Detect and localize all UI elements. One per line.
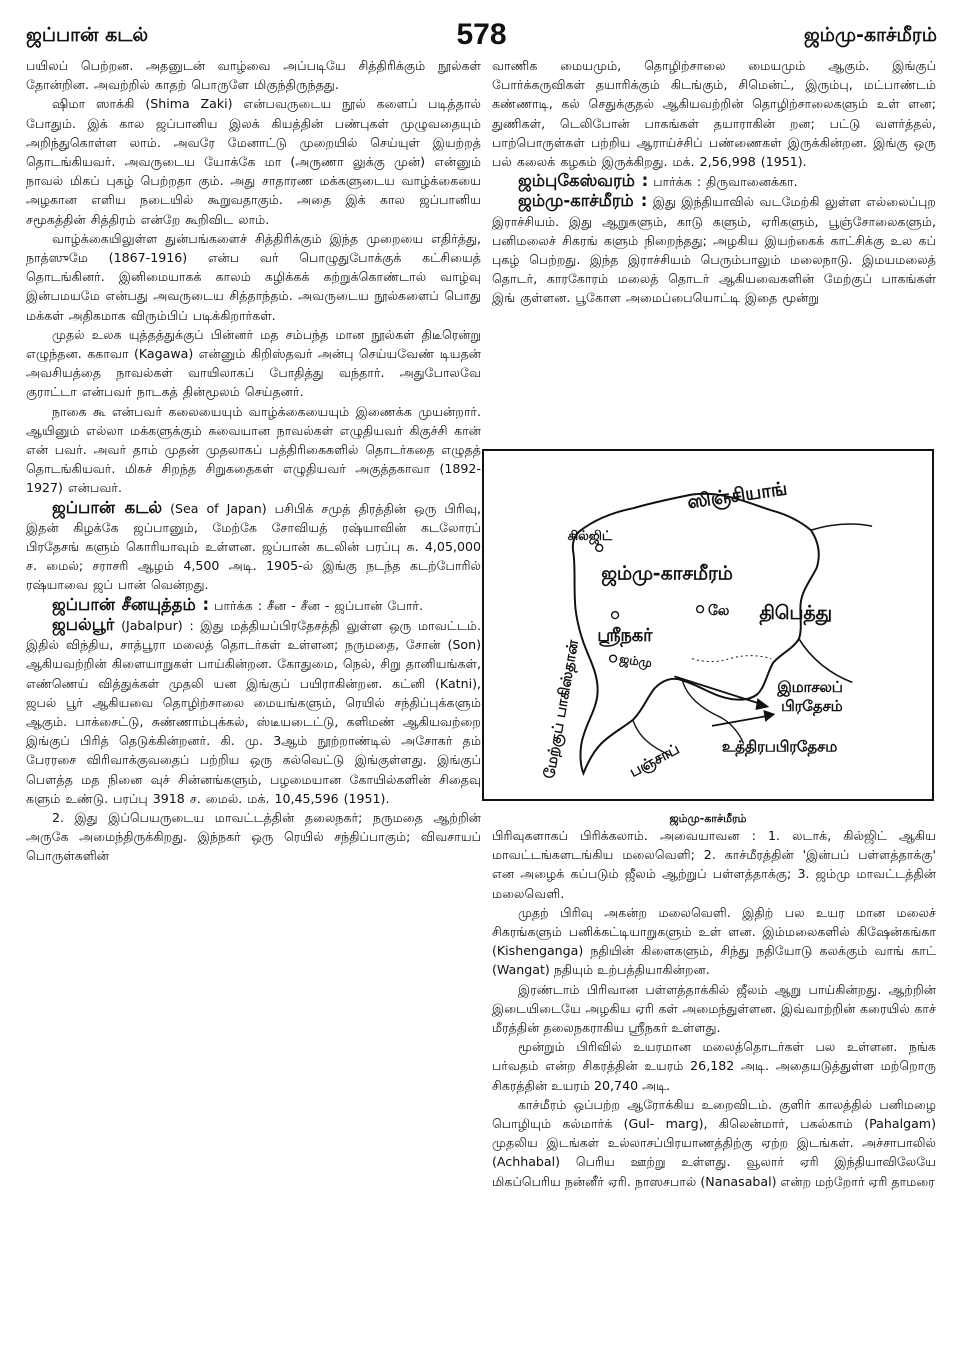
running-head-left: ஜப்பான் கடல் (26, 24, 149, 46)
paragraph-text: பிரிவுகளாகப் பிரிக்கலாம். அவையாவன : 1. லடாக், கில்ஜிட் ஆகிய மாவட்டங்களடங்கிய மலைவெளி; 2. காச்மீரத்தின் 'இன்பப் பள்ளத்தாக்கு' என அழைக் கப்படும் ஜீலம் ஆற்றுப் பள்ளத்தாக்கு; 3. ஜம்மு மாவட்டத்தின் மலைவெளி. (492, 828, 936, 901)
label-himachal (776, 679, 843, 716)
paragraph (492, 903, 936, 980)
paragraph (26, 402, 481, 498)
paragraph (492, 1037, 936, 1095)
jammu-marker (610, 655, 617, 662)
paragraph (26, 808, 481, 866)
border-line-south (682, 680, 743, 743)
page-header (26, 18, 937, 52)
paragraph (26, 498, 481, 595)
label-punjab: பஞ்சாப் (626, 740, 683, 781)
label-state: ஜம்மு-காசமீரம் (601, 563, 733, 585)
paragraph-text: பயிலப் பெற்றன. அதனுடன் வாழ்வை அப்படியே சித்திரிக்கும் நூல்கள் தோன்றின. அவற்றில் காதற் பொருளே மிகுந்திருந்தது. (26, 58, 481, 93)
arrow-himachal (674, 676, 761, 704)
map-svg (484, 451, 932, 799)
paragraph (492, 980, 936, 1038)
paragraph-text: 2. இது இப்பெயருடைய மாவட்டத்தின் தலைநகர்; நருமதை ஆற்றின் அருகே அமைந்திருக்கிறது. இந்நகர் ஒரு ரெயில் சந்திப்பாகும்; விவசாயப் பொருள்களின் (26, 809, 481, 864)
paragraph-text: இரண்டாம் பிரிவான பள்ளத்தாக்கில் ஜீலம் ஆறு பாய்கின்றது. ஆற்றின் இடையிடையே அழகிய ஏரி கள் அமைந்துள்ளன. இவ்வாற்றின் கரையில் காச் மீரத்தின் தலைநகராகிய ஸ்ரீநகர் உள்ளது. (492, 981, 936, 1036)
paragraph (26, 94, 481, 228)
label-tibet: திபெத்து (759, 603, 832, 625)
paragraph-text: பார்க்க : சீன - சீன - ஜப்பான் போர். (214, 597, 423, 613)
paragraph-text: பார்க்க : திருவானைக்கா. (653, 174, 798, 190)
entry-headword: ஜப்பான் சீனயுத்தம் : (52, 594, 210, 614)
paragraph-text: இது இந்தியாவில் வடமேற்கி லுள்ள எல்லைப்புற இராச்சியம். இது ஆறுகளும், காடு களும், ஏரிகளும், பூஞ்சோலைகளும், பனிமலைச் சிகரங் களும் நிறைந்தது; அழகிய இயற்கைக் காட்சிக்கு உல கப் புகழ் பெற்றது. இந்த இராச்சியம் பெரும்பாலும் மலைநாடு. இமயமலைத் தொடர், காரகோரம் மலைத் தொடர் ஆகியவைகளின் மேற்குப் பாகங்கள் இங் குள்ளன. பூகோள அமைப்பையொட்டி இதை மூன்று (492, 194, 936, 306)
map-caption: ஜம்மு-காச்மீரம் (669, 812, 747, 825)
running-head-right: ஜம்மு-காச்மீரம் (803, 24, 937, 46)
entry-headword: ஜப்பான் கடல் (52, 497, 163, 517)
label-jammu: ஜம்மு (618, 651, 653, 671)
border-line-east (799, 639, 852, 683)
paragraph-text: முதல் உலக யுத்தத்துக்குப் பின்னர் மத சம்பந்த மான நூல்கள் திடீரென்று எழுந்தன. ககாவா (Kagawa) என்னும் கிறிஸ்தவர் அன்பு செய்யவேண் டியதன் அவசியத்தை நாவல்கள் வாயிலாகப் போதித்து வந்தார். அதுபோலவே குராட்டா என்பவர் நாடகத் தின்மூலம் செய்தனர். (26, 326, 481, 400)
label-himachal-line2: பிரதேசம் (781, 698, 843, 716)
dotted-boundary (692, 656, 771, 662)
right-column-bottom (492, 826, 936, 1191)
paragraph-text: காச்மீரம் ஒப்பற்ற ஆரோக்கிய உறைவிடம். குளிர் காலத்தில் பனிமழை பொழியும் கல்மார்க் (Gul- marg), கிலென்மார், பகல்காம் (Pahalgam) முதலிய இடங்கள் உல்லாசப்பிரயாணத்திற்கு ஏற்ற இடங்கள். அச்சாபாலில் (Achhabal) பெரிய ஊற்று உள்ளது. வூலார் ஏரி இந்தியாவிலேயே மிகப்பெரிய நன்னீர் ஏரி. நாஸசபால் (Nanasabal) என்ற மற்றோர் ஏரி தாமரை (492, 1096, 936, 1189)
label-gilgit: கில்ஜிட் (567, 528, 613, 544)
paragraph-text: ஷிமா ஸாக்கி (Shima Zaki) என்பவருடைய நூல் களைப் படித்தால் போதும். இக் கால ஜப்பானிய இலக் கியத்தின் பண்புகள் முழுவதையும் அறிந்துகொள்ள லாம். அவரே மேனாட்டு முறையில் செய்யுள் இயற்றத் தொடங்கியவர். அவருடைய யோக்கே மா (அருணா லுக்கு முன்) என்னும் நாவல் மிகப் புகழ் பெற்றதா கும். அது சாதாரண மக்களுடைய வாழ்க்கையை அழகான எளிய நடையில் கூறுவதாகும். அதை இக் கால ஜப்பானிய சமூகத்தின் சித்திரம் என்றே கூறிவிட லாம். (26, 96, 481, 227)
paragraph-text: (Sea of Japan) பசிபிக் சமுத் திரத்தின் ஒரு பிரிவு, இதன் கிழக்கே ஜப்பானும், மேற்கே சோவியத் ரஷ்யாவின் கடலோரப் பிரதேசங் களும் கொரியாவும் உள்ளன. ஜப்பான் கடலின் பரப்பு சு. 4,05,000 ச. மைல்; சராசரி ஆழம் 4,500 அடி. 1905-ல் இங்கு நடந்த கடற்போரில் ரஷ்யாவை ஜப் பான் வென்றது. (26, 500, 481, 593)
paragraph-text: மூன்றும் பிரிவில் உயரமான மலைத்தொடர்கள் பல உள்ளன. நங்க பர்வதம் என்ற சிகரத்தின் உயரம் 26,182 அடி. அதையடுத்துள்ள மற்றொரு சிகரத்தின் உயரம் 20,740 அடி. (492, 1039, 936, 1093)
paragraph-text: முதற் பிரிவு அகன்ற மலைவெளி. இதிற் பல உயர மான மலைச் சிகரங்களும் பனிக்கட்டியாறுகளும் உள் ளன. இம்மலைகளில் கிஷேன்கங்கா (Kishenganga) நதியின் கிளைகளும், சிந்து நதியோடு கலக்கும் வாங் காட் (Wangat) நதியும் உற்பத்தியாகின்றன. (492, 904, 936, 978)
paragraph (492, 1095, 936, 1191)
paragraph (26, 56, 481, 94)
left-column (26, 56, 481, 866)
paragraph (26, 229, 481, 325)
paragraph-text: வாழ்க்கையிலுள்ள துன்பங்களைச் சித்திரிக்கும் இந்த முறையை எதிர்த்து, நாத்ஸுமே (1867-1916) என்ப வர் பொழுதுபோக்குக் கட்சியைத் தொடங்கினர். இனிமையாகக் காலம் கழிக்கக் கற்றுக்கொண்டால் வாழ்வு இன்பமயமே என்பது அவருடைய சித்தாந்தம். அவருடைய நூல்களைப் பொது மக்கள் அதிகமாக விரும்பிப் படிக்கிறார்கள். (26, 230, 481, 323)
label-srinagar: ஸ்ரீநகர் (597, 624, 653, 646)
srinagar-marker (612, 612, 619, 619)
paragraph (26, 595, 481, 615)
paragraph (26, 615, 481, 808)
leh-marker (697, 606, 704, 613)
arrow-uttar-head (763, 710, 775, 722)
arrow-himachal-head (755, 698, 769, 710)
paragraph (492, 56, 936, 171)
label-west-pakistan: மேற்குப் பாகிஸ்தான் (540, 638, 583, 780)
entry-headword: ஜம்மு-காச்மீரம் : (518, 191, 648, 211)
paragraph (492, 826, 936, 903)
label-leh: லே (708, 603, 730, 620)
label-xinjiang: ஸிஞ்சியாங் (686, 478, 789, 514)
paragraph-text: (Jabalpur) : இது மத்தியப்பிரதேசத்தி லுள்ள ஒரு மாவட்டம். இதில் விந்திய, சாத்பூரா மலைத் தொடர்கள் உள்ளன; நருமதை, சோன் (Son) ஆகியவற்றின் கிளையாறுகள் பாய்கின்றன. கோதுமை, நெல், சிறு தானியங்கள், எண்ணெய் வித்துக்கள் முதலி யன இங்குப் பயிராகின்றன. கட்னி (Katni), ஜபல் பூர் ஆகியவை தொழிற்சாலை மையங்களும், ரெயில் சந்திப்புக்களும் ஆகும். பாக்சைட்டு, சுண்ணாம்புக்கல், ஸ்டீயடைட்டு, களிமண் ஆகியவற்றை இங்குப் பிரித் தெடுக்கின்றனர். கி. மு. 3ஆம் நூற்றாண்டில் அசோகர் தம் பேரரசை விரிவாக்குவதைப் பற்றிய ஒரு கல்வெட்டு இங்குள்ளது. இங்குப் பௌத்த மத நினை வுச் சின்னங்களும், பழமையான கோயில்களின் சிதைவு களும் உண்டு. பரப்பு 3918 ச. மைல். மக். 10,45,596 (1951). (26, 617, 481, 806)
paragraph-text: வாணிக மையமும், தொழிற்சாலை மையமும் ஆகும். இங்குப் போர்க்கருவிகள் தயாரிக்கும் கிடங்கும், சிமென்ட், இரும்பு, மட்பாண்டம் கண்ணாடி, கல் செதுக்குதல் ஆகியவற்றின் தொழிற்சாலைகளும் உள் ளன; துணிகள், டெலிபோன் பாகங்கள் தயாராகின் றன; பட்டு வளர்த்தல், பாற்பொருள்கள் பற்றிய ஆராய்ச்சிப் பண்ணைகள் இருக்கின்றன. இங்கு ஒரு பல் கலைக் கழகம் இருக்கிறது. மக். 2,56,998 (1951). (492, 58, 936, 170)
border-line-north (811, 524, 872, 530)
paragraph-text: நாகை கூ என்பவர் கலையையும் வாழ்க்கையையும் இணைக்க முயன்றார். ஆயினும் எல்லா மக்களுக்கும் சுவையான நாவல்கள் எழுதியவர் கிகுச்சி கான் என் பவர். அவர் தாம் முதன் முதலாகப் பத்திரிகைகளில் தொடர்கதை எழுதத் தொடங்கியவர். மிகச் சிறந்த சிறுகதைகள் எழுதியவர் அகுத்தகாவா (1892-1927) என்பவர். (26, 403, 481, 496)
entry-headword: ஜபல்பூர் (52, 614, 115, 634)
map-figure (482, 449, 934, 801)
paragraph (492, 191, 936, 307)
label-himachal-line1: இமாசலப் (777, 679, 843, 697)
label-uttar-pradesh: உத்திரபபிரதேசம (721, 738, 838, 756)
paragraph (26, 325, 481, 402)
page-number: 578 (456, 18, 507, 51)
paragraph (492, 171, 936, 191)
entry-headword: ஜம்புகேஸ்வரம் : (518, 171, 649, 191)
right-column-top (492, 56, 936, 308)
gilgit-marker (596, 544, 603, 551)
